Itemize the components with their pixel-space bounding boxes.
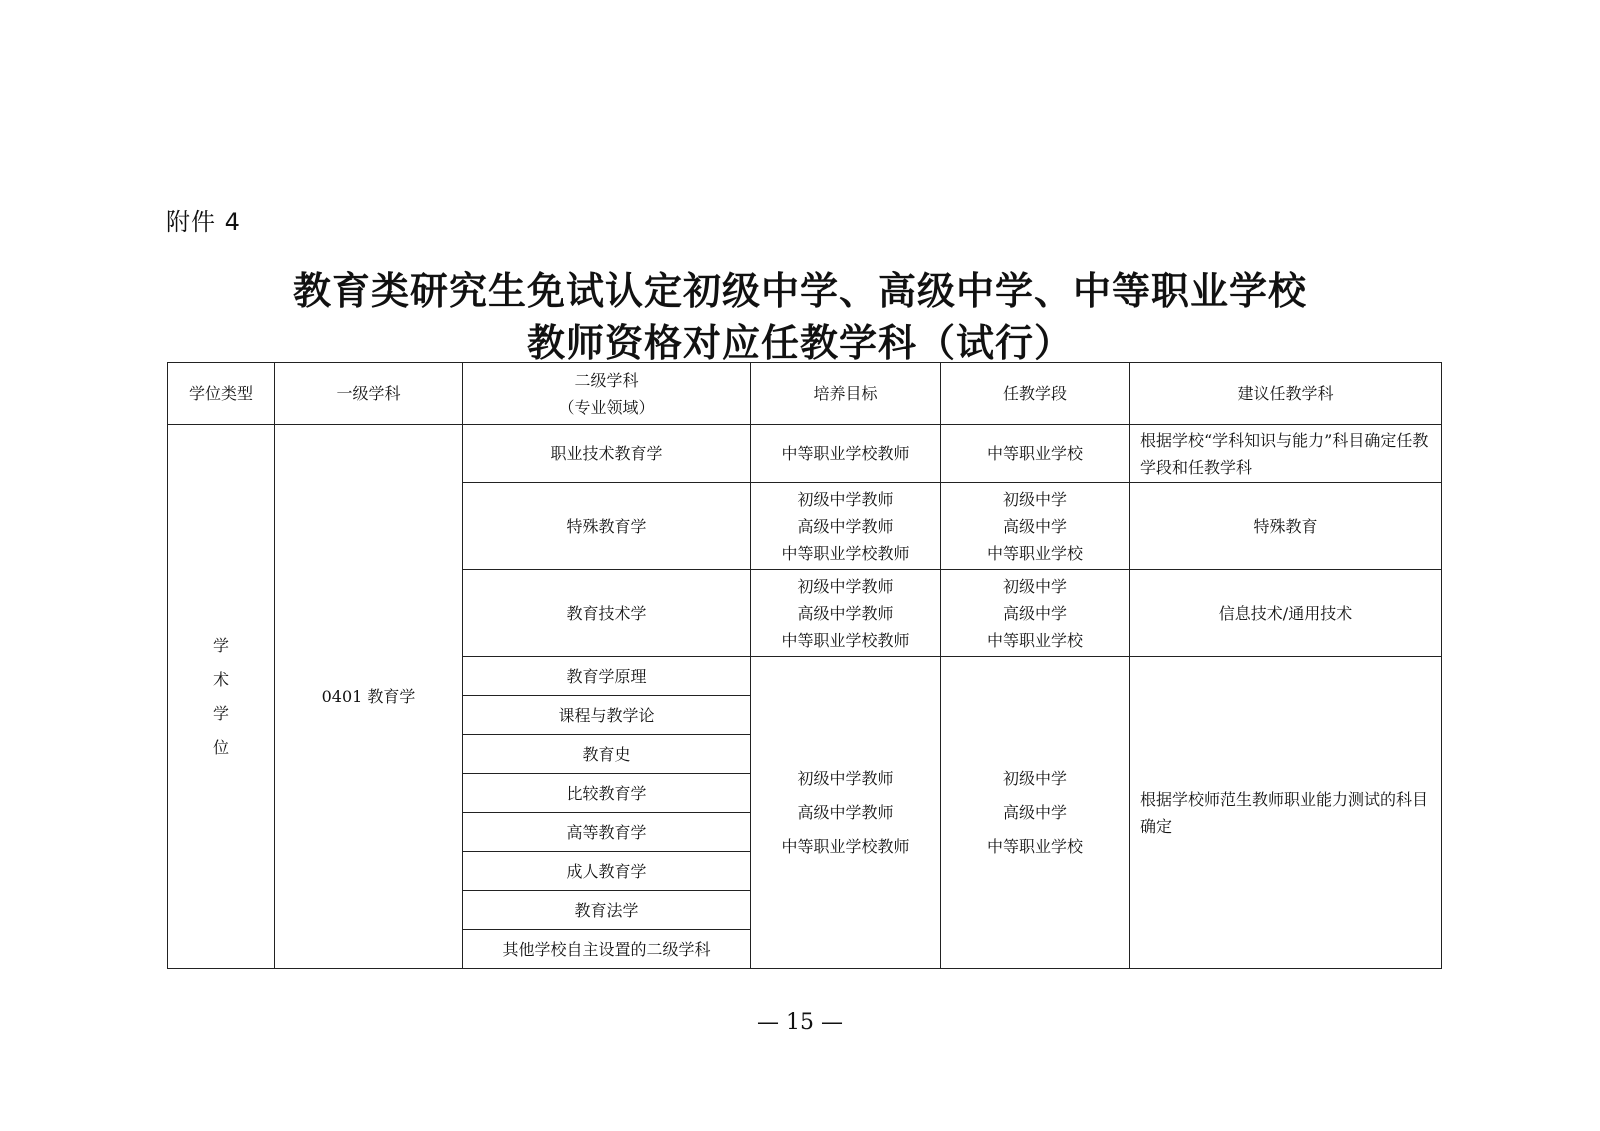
header-teaching-stage: 任教学段 [941, 363, 1130, 425]
first-level-subject-cell: 0401 教育学 [275, 425, 463, 969]
second-level-subject-cell: 教育学原理 [463, 657, 751, 696]
suggested-subject-cell: 根据学校师范生教师职业能力测试的科目确定 [1130, 657, 1442, 969]
attachment-label: 附件 4 [166, 208, 241, 236]
training-goal-cell: 中等职业学校教师 [751, 425, 941, 483]
training-goal-cell [751, 657, 941, 969]
goal-line: 初级中学教师 [797, 768, 894, 788]
second-level-subject-cell: 特殊教育学 [463, 483, 751, 570]
teaching-stage-cell [941, 570, 1130, 657]
teaching-stage-cell: 中等职业学校 [941, 425, 1130, 483]
stage-line: 中等职业学校 [986, 543, 1083, 563]
degree-type-char: 学 [212, 703, 229, 723]
second-level-subject-cell: 高等教育学 [463, 813, 751, 852]
suggested-subject-cell: 信息技术/通用技术 [1130, 570, 1442, 657]
header-second-level-line-1: 二级学科 [574, 370, 639, 390]
second-level-subject-cell: 教育史 [463, 735, 751, 774]
goal-line: 高级中学教师 [797, 802, 894, 822]
second-level-subject-cell: 职业技术教育学 [463, 425, 751, 483]
header-second-level-subject [463, 363, 751, 425]
goal-line: 初级中学教师 [797, 489, 894, 509]
table-header-row [168, 363, 1442, 425]
training-goal-cell [751, 570, 941, 657]
stage-line: 高级中学 [1002, 802, 1067, 822]
goal-line: 高级中学教师 [797, 603, 894, 623]
header-suggested-subject: 建议任教学科 [1130, 363, 1442, 425]
header-first-level-subject: 一级学科 [275, 363, 463, 425]
goal-line: 中等职业学校教师 [781, 543, 910, 563]
degree-type-cell [168, 425, 275, 969]
subject-mapping-table [167, 362, 1442, 969]
training-goal-cell [751, 483, 941, 570]
stage-line: 高级中学 [1002, 516, 1067, 536]
second-level-subject-cell: 成人教育学 [463, 852, 751, 891]
document-title-line-2: 教师资格对应任教学科（试行） [526, 321, 1073, 365]
table-row [168, 425, 1442, 483]
header-degree-type: 学位类型 [168, 363, 275, 425]
suggested-subject-cell: 根据学校“学科知识与能力”科目确定任教学段和任教学科 [1130, 425, 1442, 483]
goal-line: 中等职业学校教师 [781, 836, 910, 856]
stage-line: 高级中学 [1002, 603, 1067, 623]
suggested-subject-cell: 特殊教育 [1130, 483, 1442, 570]
teaching-stage-cell [941, 657, 1130, 969]
goal-line: 高级中学教师 [797, 516, 894, 536]
degree-type-char: 术 [212, 669, 229, 689]
page-number: — 15 — [757, 1010, 843, 1035]
stage-line: 中等职业学校 [986, 836, 1083, 856]
degree-type-char: 学 [212, 635, 229, 655]
goal-line: 初级中学教师 [797, 576, 894, 596]
degree-type-char: 位 [212, 737, 229, 757]
document-title-line-1: 教育类研究生免试认定初级中学、高级中学、中等职业学校 [292, 269, 1307, 313]
stage-line: 初级中学 [1002, 576, 1067, 596]
second-level-subject-cell: 教育法学 [463, 891, 751, 930]
stage-line: 中等职业学校 [986, 630, 1083, 650]
second-level-subject-cell: 比较教育学 [463, 774, 751, 813]
goal-line: 中等职业学校教师 [781, 630, 910, 650]
second-level-subject-cell: 教育技术学 [463, 570, 751, 657]
header-second-level-line-2: （专业领域） [558, 397, 655, 417]
stage-line: 初级中学 [1002, 489, 1067, 509]
second-level-subject-cell: 其他学校自主设置的二级学科 [463, 930, 751, 969]
second-level-subject-cell: 课程与教学论 [463, 696, 751, 735]
stage-line: 初级中学 [1002, 768, 1067, 788]
teaching-stage-cell [941, 483, 1130, 570]
header-training-goal: 培养目标 [751, 363, 941, 425]
